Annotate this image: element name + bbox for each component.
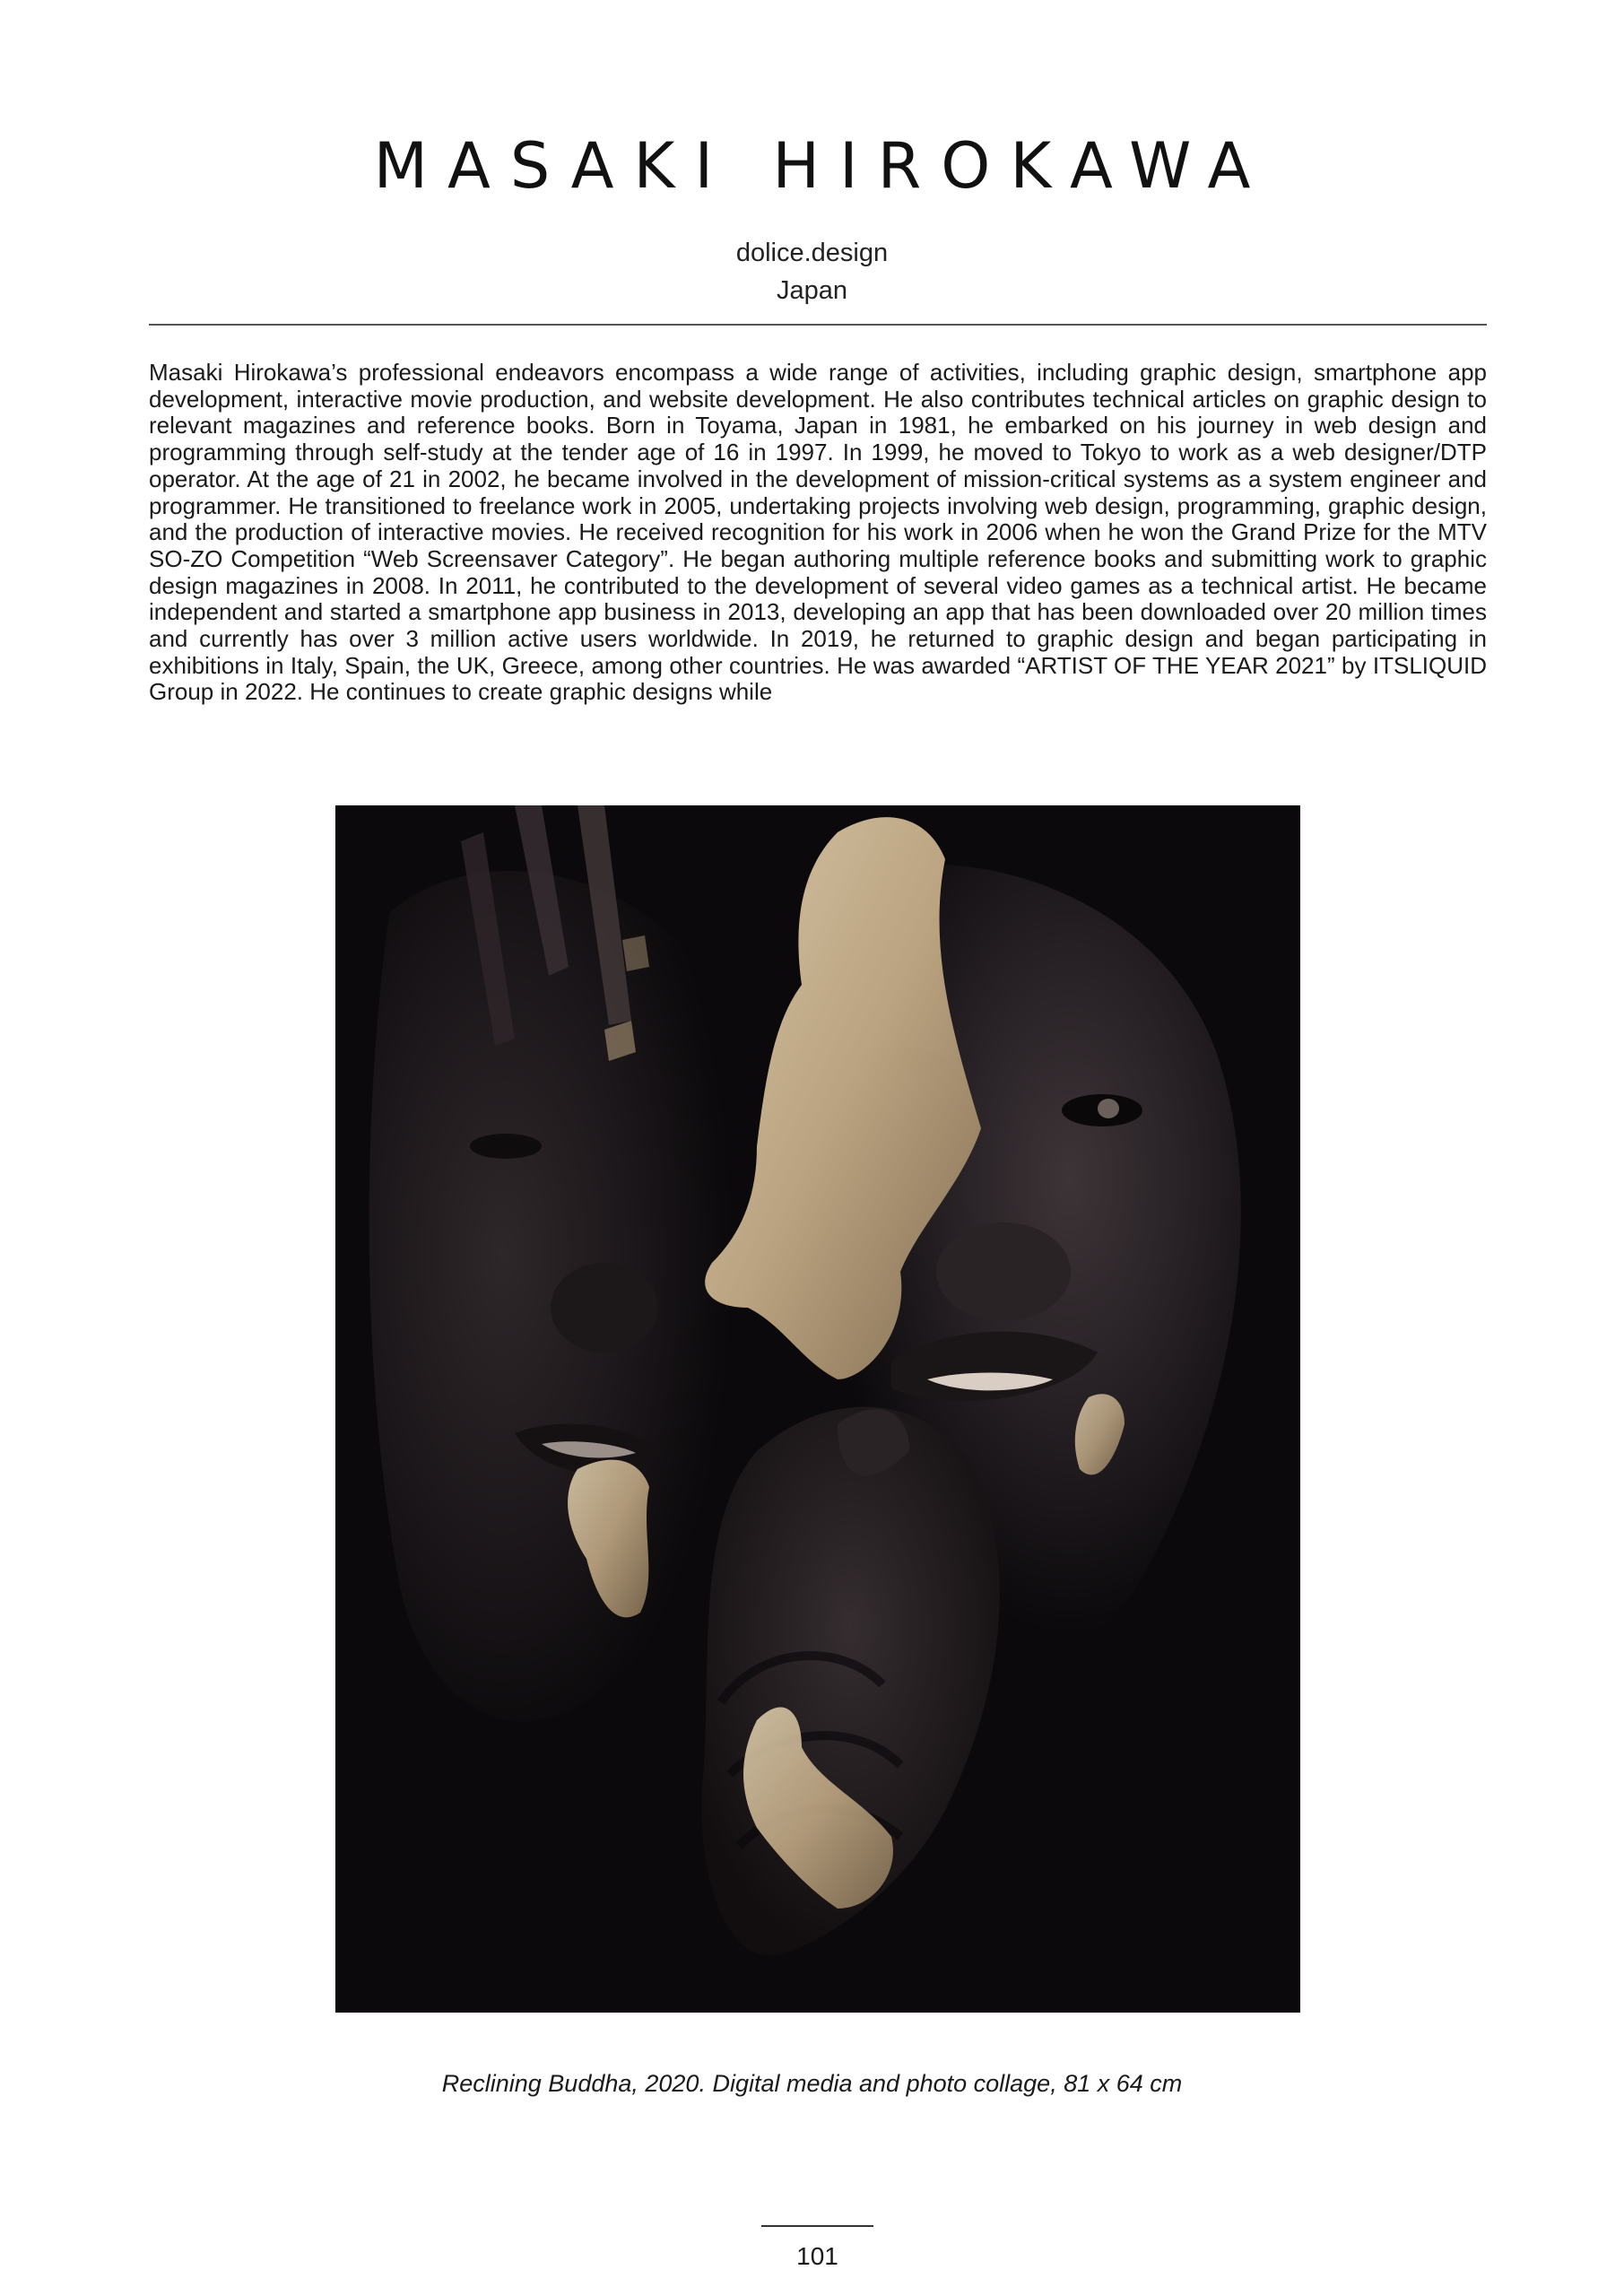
artist-biography: Masaki Hirokawa’s professional endeavors encompass a wide range of activities, including graphic design, smartphone app development, interactive movie production, and website development. He also contributes technical articles on graphic design to relevant magazines and reference books. Born in Toyama, Japan in 1981, he embarked on his journey in web design and programming through self-study at the tender age of 16 in 1997. In 1999, he moved to Tokyo to work as a web designer/DTP operator. At the age of 21 in 2002, he became involved in the development of mission-critical systems as a system engineer and programmer. He transitioned to freelance work in 2005, undertaking projects involving web design, programming, graphic design, and the production of interactive movies. He received recognition for his work in 2006 when he won the Grand Prize for the MTV SO-ZO Competition “Web Screensaver Category”. He began authoring multiple reference books and submitting work to graphic design magazines in 2008. In 2011, he contributed to the development of several video games as a technical artist. He became independent and started a smartphone app business in 2013, developing an app that has been downloaded over 20 million times and currently has over 3 million active users worldwide. In 2019, he returned to graphic design and began participating in exhibitions in Italy, Spain, the UK, Greece, among other countries. He was awarded “ARTIST OF THE YEAR 2021” by ITSLIQUID Group in 2022. He continues to create graphic designs while	[149, 360, 1487, 706]
artist-name-title: MASAKI HIROKAWA	[373, 129, 1271, 203]
artwork-caption: Reclining Buddha, 2020. Digital media and photo collage, 81 x 64 cm	[441, 2070, 1183, 2097]
header-divider	[149, 324, 1487, 326]
studio-name: dolice.design	[735, 239, 889, 267]
artwork-image	[335, 805, 1300, 2013]
artist-country: Japan	[776, 276, 847, 305]
page-number: 101	[796, 2242, 838, 2270]
footer-divider	[761, 2225, 873, 2227]
artwork-illustration	[335, 805, 1300, 2013]
